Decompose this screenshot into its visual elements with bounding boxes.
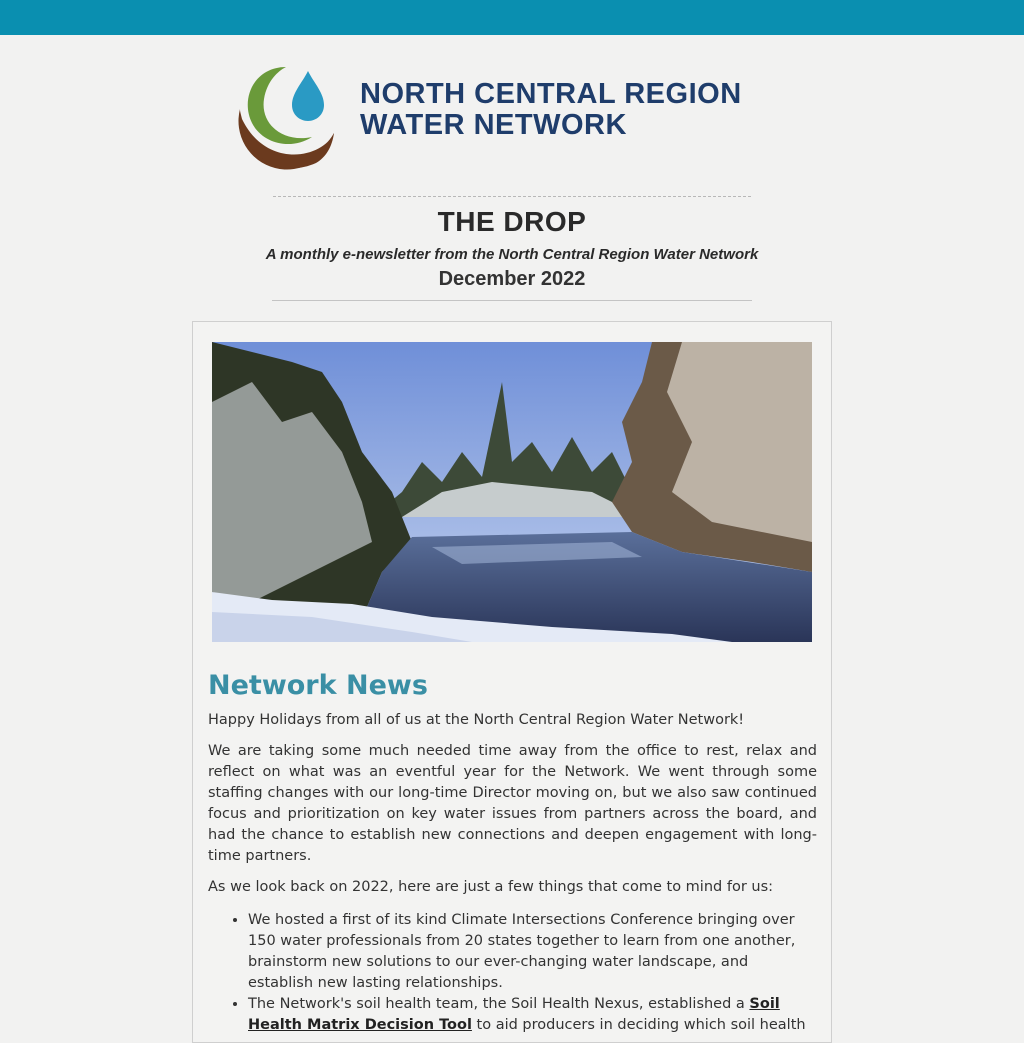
content-card: [192, 321, 832, 1043]
top-banner: [0, 0, 1024, 35]
water-drop-crescent-icon: [226, 59, 342, 175]
section-title: Network News: [208, 670, 428, 701]
network-logo[interactable]: [226, 59, 806, 179]
news-paragraph-1: We are taking some much needed time away from the office to rest, relax and reflect on what was an eventful year for the Network. We went through some staffing changes with our long-time Director moving on, but we also saw continued focus and prioritization on key water issues from partners across the board, and had the chance to establish new connections and deepen engagement with long-time partners.: [208, 743, 817, 864]
winter-river-photo-icon: [212, 342, 812, 642]
list-item: • We hosted a first of its kind Climate Intersections Conference bringing over 150 water professionals from 20 states together to learn from one another, brainstorm new solutions to our ever-changing water landscape, and establish new lasting relationships.: [248, 910, 817, 994]
list-item-text: The Network's soil health team, the Soil Health Nexus, established a: [248, 996, 750, 1012]
news-paragraph-2: As we look back on 2022, here are just a few things that come to mind for us:: [208, 879, 774, 895]
newsletter-subtitle: A monthly e-newsletter from the North Central Region Water Network: [265, 246, 759, 263]
logo-wordmark: [360, 79, 742, 141]
network-news-section: [208, 668, 817, 1036]
logo-line-1: NORTH CENTRAL REGION: [360, 78, 742, 110]
list-item-text: to aid producers in deciding which soil health: [471, 1017, 806, 1033]
newsletter-header: [0, 35, 1024, 321]
dashed-divider: [273, 196, 751, 197]
list-item: [248, 994, 817, 1036]
newsletter-title: THE DROP: [437, 206, 587, 237]
solid-divider: [272, 300, 752, 301]
highlights-list: [208, 910, 817, 1036]
hero-image: [212, 342, 812, 642]
soil-health-tool-link[interactable]: Soil Health Matrix Decision Tool: [248, 996, 780, 1033]
logo-line-2: WATER NETWORK: [360, 109, 627, 141]
issue-date: December 2022: [438, 268, 586, 290]
greeting-paragraph: Happy Holidays from all of us at the North Central Region Water Network!: [208, 712, 745, 728]
